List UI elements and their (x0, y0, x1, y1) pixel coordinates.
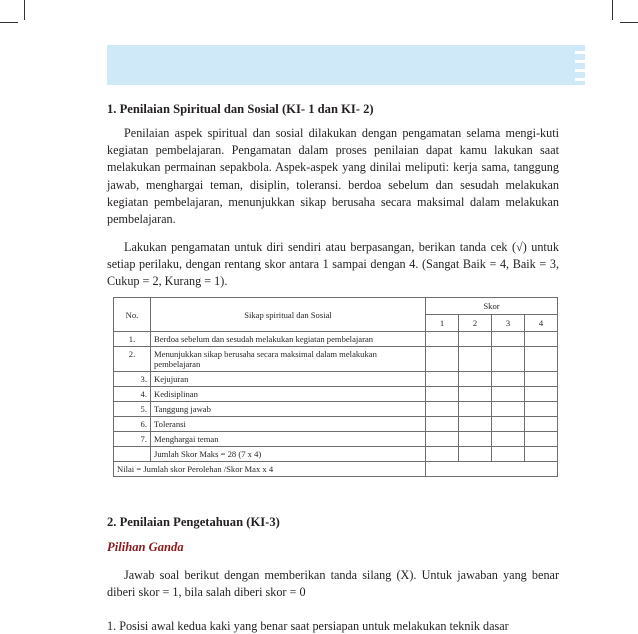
nilai-cell[interactable] (426, 462, 558, 477)
score-cell[interactable] (492, 387, 525, 402)
row-text: Menunjukkan sikap berusaha secara maksimal dalam melakukan pembelajaran (151, 347, 426, 372)
table-row (114, 432, 558, 447)
score-cell[interactable] (426, 432, 459, 447)
score-cell[interactable] (525, 432, 558, 447)
table-row (114, 417, 558, 432)
section1-paragraph2: Lakukan pengamatan untuk diri sendiri atau berpasangan, berikan tanda cek (√) untuk setiap perilaku, dengan rentang skor antara 1 sampai dengan 4. (Sangat Baik = 4, Baik = 3, Cukup = 2, Kurang = 1). (107, 240, 559, 289)
header-no: No. (114, 298, 151, 332)
score-cell (525, 447, 558, 462)
score-cell (492, 447, 525, 462)
table-row (114, 462, 558, 477)
score-header: 3 (492, 315, 525, 332)
row-no: 5. (114, 402, 151, 417)
table-row (114, 332, 558, 347)
crop-mark (0, 22, 18, 23)
section2-subtitle: Pilihan Ganda (107, 540, 184, 554)
row-no: 7. (114, 432, 151, 447)
score-header: 4 (525, 315, 558, 332)
row-text: Berdoa sebelum dan sesudah melakukan kegiatan pembelajaran (151, 332, 426, 347)
score-cell[interactable] (492, 417, 525, 432)
score-cell[interactable] (459, 347, 492, 372)
row-no: 1. (114, 332, 151, 347)
section2-title: 2. Penilaian Pengetahuan (KI-3) (107, 515, 280, 529)
score-cell[interactable] (459, 402, 492, 417)
score-cell[interactable] (459, 387, 492, 402)
score-cell[interactable] (492, 332, 525, 347)
score-cell (426, 447, 459, 462)
row-no: 2. (114, 347, 151, 372)
crop-mark (24, 0, 25, 20)
score-cell[interactable] (492, 402, 525, 417)
score-cell[interactable] (426, 417, 459, 432)
score-cell[interactable] (525, 402, 558, 417)
score-cell[interactable] (426, 347, 459, 372)
score-header: 1 (426, 315, 459, 332)
table-row (114, 347, 558, 372)
score-cell[interactable] (459, 417, 492, 432)
section1-paragraph1: Penilaian aspek spiritual dan sosial dilakukan dengan pengamatan selama mengi-kuti kegiatan pembelajaran. Pengamatan dalam proses penilaian dapat kamu lakukan saat melakukan permainan sepakbola. Aspek-aspek yang dinilai meliputi: kerja sama, tanggung jawab, menghargai teman, disiplin, toleransi. berdoa sebelum dan sesudah melakukan kegiatan pembelajaran, menunjukkan sikap berusaha secara maksimal dalam melakukan pembelajaran. (107, 126, 559, 227)
section2-paragraph: Jawab soal berikut dengan memberikan tanda silang (X). Untuk jawaban yang benar diberi skor = 1, bila salah diberi skor = 0 (107, 568, 559, 600)
score-cell[interactable] (492, 372, 525, 387)
score-header: 2 (459, 315, 492, 332)
row-no: 3. (114, 372, 151, 387)
score-cell[interactable] (459, 432, 492, 447)
row-no: 6. (114, 417, 151, 432)
table-row (114, 402, 558, 417)
empty-cell (114, 447, 151, 462)
crop-mark (612, 0, 613, 20)
jumlah-skor: Jumlah Skor Maks = 28 (7 x 4) (151, 447, 426, 462)
row-text: Tanggung jawab (151, 402, 426, 417)
nilai-formula: Nilai = Jumlah skor Perolehan /Skor Max x 4 (114, 462, 426, 477)
header-skor: Skor (426, 298, 558, 315)
score-cell[interactable] (492, 432, 525, 447)
header-band (107, 45, 579, 85)
score-cell[interactable] (426, 372, 459, 387)
score-cell[interactable] (525, 417, 558, 432)
row-text: Kejujuran (151, 372, 426, 387)
score-cell[interactable] (426, 402, 459, 417)
score-cell[interactable] (492, 347, 525, 372)
crop-mark (620, 22, 638, 23)
table-row (114, 447, 558, 462)
section1-title: 1. Penilaian Spiritual dan Sosial (KI- 1 dan KI- 2) (107, 102, 374, 116)
score-cell[interactable] (525, 347, 558, 372)
row-text: Toleransi (151, 417, 426, 432)
score-cell[interactable] (426, 332, 459, 347)
score-cell[interactable] (459, 372, 492, 387)
score-cell[interactable] (459, 332, 492, 347)
score-cell[interactable] (525, 387, 558, 402)
table-row (114, 372, 558, 387)
score-cell (459, 447, 492, 462)
row-text: Kedisiplinan (151, 387, 426, 402)
table-row (114, 387, 558, 402)
question-1: 1. Posisi awal kedua kaki yang benar saat persiapan untuk melakukan teknik dasar (107, 619, 509, 633)
score-cell[interactable] (525, 332, 558, 347)
header-sikap: Sikap spiritual dan Sosial (151, 298, 426, 332)
score-cell[interactable] (426, 387, 459, 402)
score-cell[interactable] (525, 372, 558, 387)
row-no: 4. (114, 387, 151, 402)
assessment-table (113, 297, 558, 477)
row-text: Menghargai teman (151, 432, 426, 447)
